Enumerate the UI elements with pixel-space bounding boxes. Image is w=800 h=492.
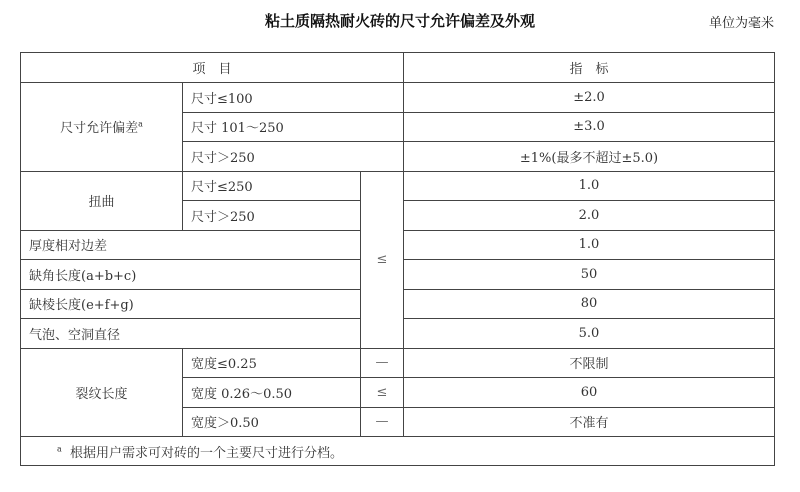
sub-item: 尺寸≤100 — [183, 83, 404, 113]
sub-item: 尺寸＞250 — [183, 201, 361, 231]
item-label: 缺棱长度(e+f+g) — [21, 289, 361, 319]
footnote-text: 根据用户需求可对砖的一个主要尺寸进行分档。 — [70, 445, 344, 461]
tolerance-table — [20, 52, 775, 466]
value: 60 — [404, 378, 775, 408]
header-row — [21, 53, 775, 83]
sub-item: 宽度 0.26～0.50 — [183, 378, 361, 408]
sub-item: 宽度＞0.50 — [183, 407, 361, 437]
sub-item: 尺寸≤250 — [183, 171, 361, 201]
value: 80 — [404, 289, 775, 319]
sub-item: 尺寸 101～250 — [183, 112, 404, 142]
item-label: 缺角长度(a+b+c) — [21, 260, 361, 290]
footnote-mark: a — [57, 444, 62, 454]
le-symbol: ≤ — [361, 171, 404, 348]
size-tolerance-label: 尺寸允许偏差$^a$ — [21, 83, 183, 172]
footnote-ref: a — [138, 119, 143, 129]
table-row — [21, 83, 775, 113]
header-index: 指 标 — [404, 53, 775, 83]
symbol: — — [361, 348, 404, 378]
table-row — [21, 348, 775, 378]
value: ±2.0 — [404, 83, 775, 113]
footnote — [21, 437, 775, 466]
value: 50 — [404, 260, 775, 290]
value: ±1%(最多不超过±5.0) — [404, 142, 775, 172]
item-label: 气泡、空洞直径 — [21, 319, 361, 349]
symbol: ≤ — [361, 378, 404, 408]
value: 5.0 — [404, 319, 775, 349]
table-title: 粘土质隔热耐火砖的尺寸允许偏差及外观 — [264, 12, 535, 30]
unit-label: 单位为毫米 — [708, 16, 774, 31]
sub-item: 宽度≤0.25 — [183, 348, 361, 378]
table-row — [21, 171, 775, 201]
value: 不限制 — [404, 348, 775, 378]
header-item: 项 目 — [21, 53, 404, 83]
warp-label: 扭曲 — [21, 171, 183, 230]
item-label: 厚度相对边差 — [21, 230, 361, 260]
symbol: — — [361, 407, 404, 437]
value: 不准有 — [404, 407, 775, 437]
crack-label: 裂纹长度 — [21, 348, 183, 437]
sub-item: 尺寸＞250 — [183, 142, 404, 172]
value: 1.0 — [404, 230, 775, 260]
value: 2.0 — [404, 201, 775, 231]
value: 1.0 — [404, 171, 775, 201]
footnote-row — [21, 437, 775, 466]
value: ±3.0 — [404, 112, 775, 142]
